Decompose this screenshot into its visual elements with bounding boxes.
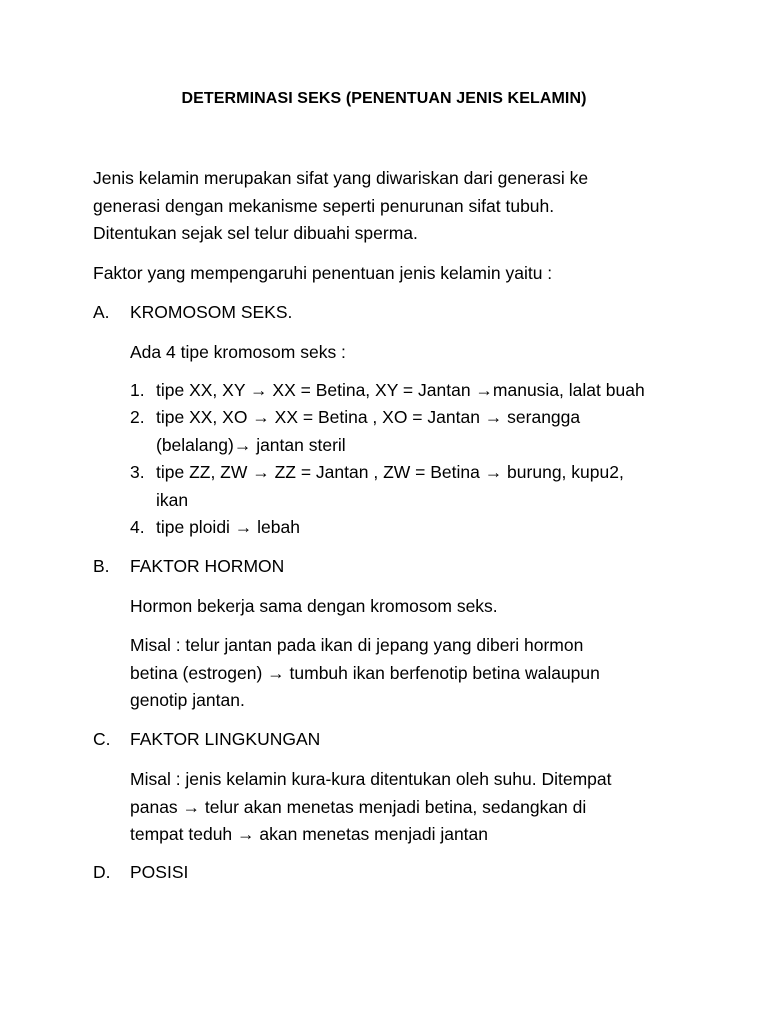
example-line: panas → telur akan menetas menjadi betina, sedangkan di <box>130 796 587 817</box>
example-line: Misal : jenis kelamin kura-kura ditentukan oleh suhu. Ditempat <box>130 769 612 789</box>
section-a-lead: Ada 4 tipe kromosom seks : <box>130 342 346 362</box>
section-d-heading <box>93 859 188 887</box>
list-line: ikan <box>156 489 189 510</box>
list-number: 3. <box>130 462 145 482</box>
intro-paragraph <box>93 165 693 248</box>
list-text <box>156 514 300 542</box>
example-line: genotip jantan. <box>130 690 245 710</box>
example-line: betina (estrogen) → tumbuh ikan berfenotip betina walaupun <box>130 662 600 683</box>
section-a-heading <box>93 299 292 327</box>
list-text <box>156 377 645 405</box>
section-letter: A. <box>93 302 110 322</box>
list-number: 4. <box>130 517 145 537</box>
list-line: tipe XX, XY → XX = Betina, XY = Jantan →manusia, lalat buah <box>156 380 645 400</box>
list-text <box>156 404 580 459</box>
section-c-example <box>130 766 611 849</box>
intro-line: Ditentukan sejak sel telur dibuahi sperma. <box>93 223 418 243</box>
example-line: Misal : telur jantan pada ikan di jepang yang diberi hormon <box>130 635 584 655</box>
list-line: (belalang)→ jantan steril <box>156 434 346 455</box>
document-title: DETERMINASI SEKS (PENENTUAN JENIS KELAMIN) <box>181 90 587 107</box>
section-letter: C. <box>93 729 111 749</box>
example-line: tempat teduh → akan menetas menjadi jantan <box>130 824 488 844</box>
section-b-example <box>130 632 600 715</box>
section-title: FAKTOR HORMON <box>130 556 285 576</box>
section-title: POSISI <box>130 862 189 882</box>
list-item <box>130 459 624 510</box>
list-item <box>130 514 300 542</box>
list-line: tipe ZZ, ZW → ZZ = Jantan , ZW = Betina → burung, kupu2, <box>156 462 624 482</box>
factors-intro: Faktor yang mempengaruhi penentuan jenis kelamin yaitu : <box>93 263 553 283</box>
list-number: 1. <box>130 380 145 400</box>
list-item <box>130 404 581 455</box>
list-number: 2. <box>130 407 145 427</box>
list-item <box>130 377 645 405</box>
section-c-heading <box>93 726 320 754</box>
section-title: FAKTOR LINGKUNGAN <box>130 729 321 749</box>
list-line: tipe XX, XO → XX = Betina , XO = Jantan → serangga <box>156 407 581 427</box>
section-b-lead: Hormon bekerja sama dengan kromosom seks. <box>130 596 498 616</box>
section-title: KROMOSOM SEKS. <box>130 302 293 322</box>
list-text <box>156 459 624 514</box>
list-line: tipe ploidi → lebah <box>156 517 300 537</box>
section-letter: B. <box>93 556 110 576</box>
intro-line: generasi dengan mekanisme seperti penurunan sifat tubuh. <box>93 195 555 216</box>
intro-line: Jenis kelamin merupakan sifat yang diwariskan dari generasi ke <box>93 168 589 188</box>
section-letter: D. <box>93 862 111 882</box>
section-b-heading <box>93 553 284 581</box>
